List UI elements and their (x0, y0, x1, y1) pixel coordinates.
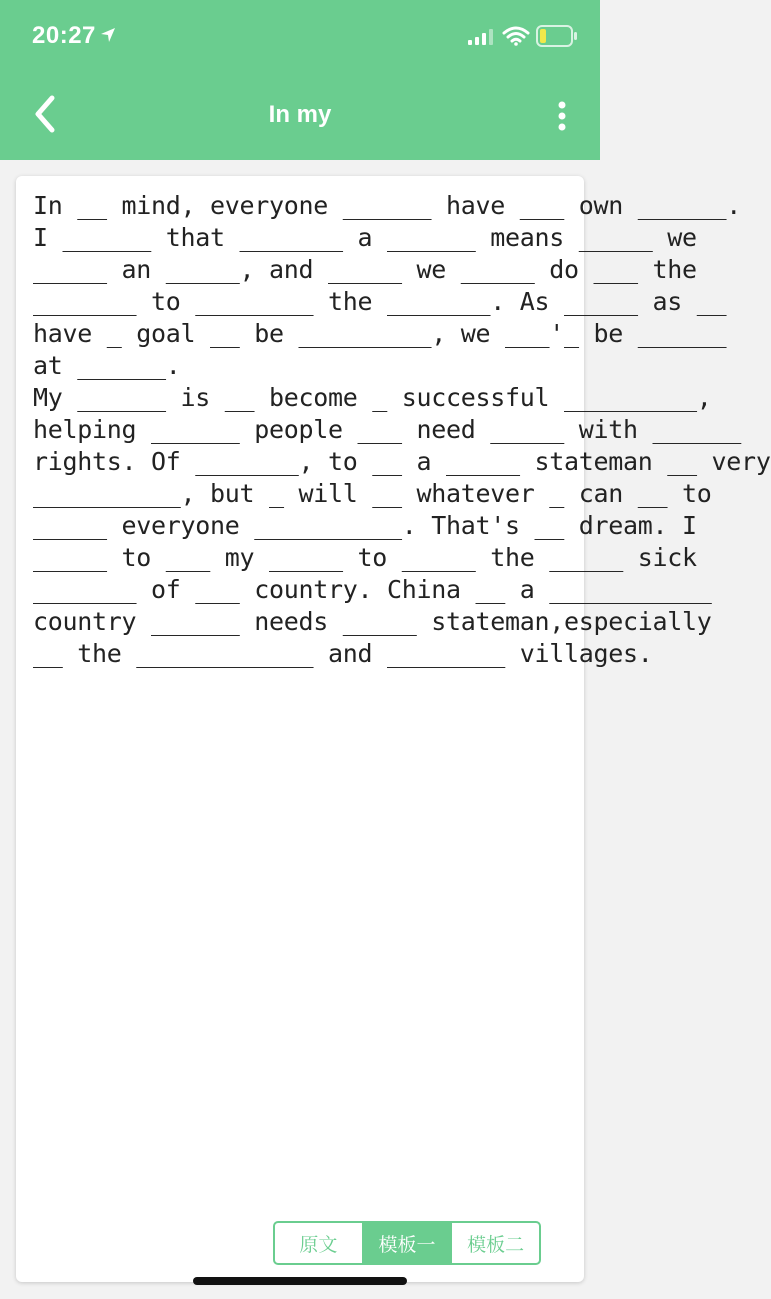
text-line: have _ goal __ be _________, we ___'_ be ______ (33, 319, 727, 348)
content-card (16, 176, 771, 1282)
text-line: __ the ____________ and ________ villages. (33, 639, 653, 668)
text-line: In __ mind, everyone ______ have ___ own ______. (33, 191, 742, 220)
wifi-icon (503, 26, 529, 46)
text-line: My ______ is __ become _ successful _________, (33, 383, 712, 412)
text-line: _______ of ___ country. China __ a ___________ (33, 575, 712, 604)
page-title: In my (268, 101, 332, 128)
home-indicator[interactable] (193, 1277, 407, 1285)
text-line: _____ to ___ my _____ to _____ the _____ sick (33, 543, 697, 572)
segmented-control (273, 1221, 541, 1265)
tab-template-one[interactable]: 模板一 (362, 1223, 451, 1263)
text-line: _____ everyone __________. That's __ dream. I (33, 511, 697, 540)
text-line: at ______. (33, 351, 181, 380)
status-time: 20:27 (32, 22, 96, 49)
status-bar (0, 0, 600, 72)
text-line: helping ______ people ___ need _____ with ______ (33, 415, 742, 444)
tab-original[interactable]: 原文 (299, 1233, 338, 1256)
text-line: I ______ that _______ a ______ means _____ we (33, 223, 697, 252)
more-button[interactable] (548, 98, 576, 134)
location-arrow-icon (100, 27, 116, 43)
text-line: country ______ needs _____ stateman,especially (33, 607, 712, 636)
text-line: __________, but _ will __ whatever _ can __ to (33, 479, 712, 508)
app-header (0, 0, 600, 160)
text-line: rights. Of _______, to __ a _____ stateman __ very (33, 447, 771, 476)
text-line: _______ to ________ the _______. As _____ as __ (33, 287, 727, 316)
cellular-signal-icon (468, 29, 494, 45)
text-line: _____ an _____, and _____ we _____ do ___ the (33, 255, 697, 284)
more-vertical-icon (548, 98, 576, 134)
battery-icon (536, 25, 578, 47)
tab-template-two[interactable]: 模板二 (450, 1223, 539, 1263)
template-text (33, 190, 771, 670)
